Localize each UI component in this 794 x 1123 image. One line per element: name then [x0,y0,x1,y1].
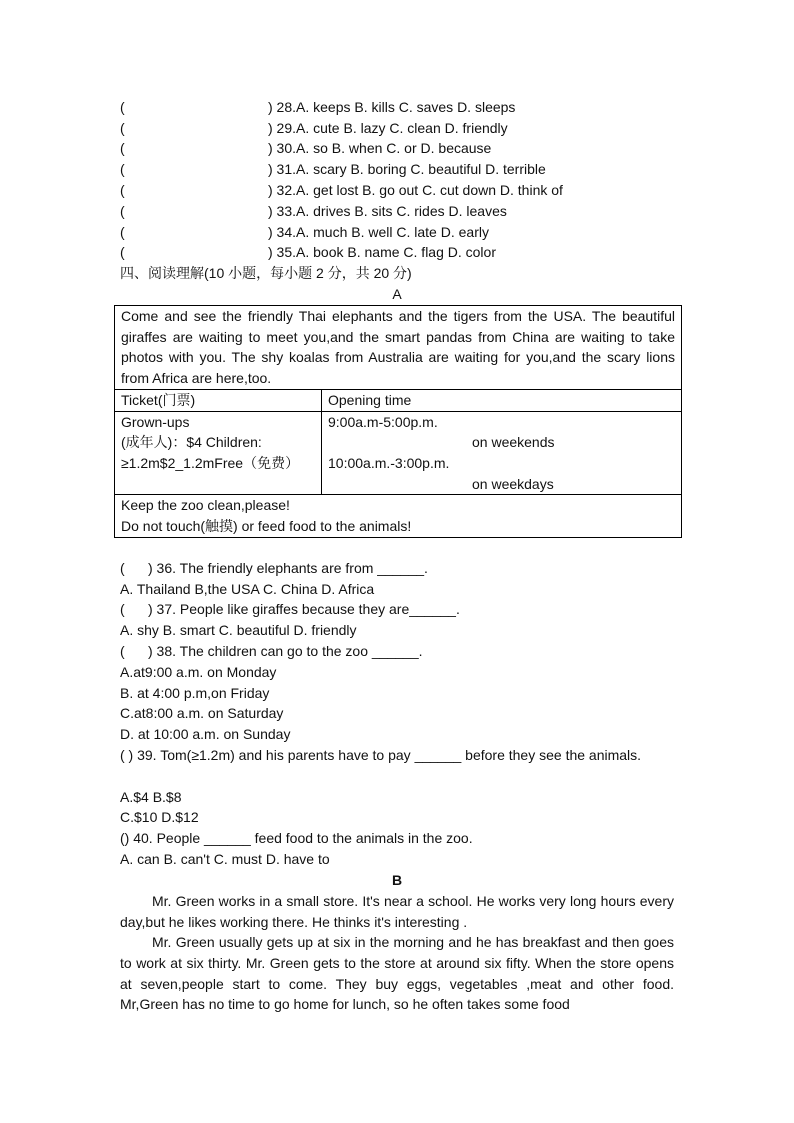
time-line: 10:00a.m.-3:00p.m. [328,454,450,471]
table-row [115,495,682,537]
cloze-item-29 [120,118,508,138]
cloze-item-34 [120,222,489,242]
ticket-line: Grown-ups [121,413,190,430]
answer-paren: ( [120,140,125,156]
cloze-item-text: ) 30.A. so B. when C. or D. because [268,140,492,156]
answer-paren: ( [120,203,125,219]
opening-header: Opening time [322,389,682,411]
cloze-item-text: ) 35.A. book B. name C. flag D. color [268,244,496,260]
passage-b-label: B [391,872,403,888]
question-38-option-b: B. at 4:00 p.m,on Friday [120,685,270,701]
cloze-item-31 [120,159,546,179]
cloze-item-32 [120,180,563,200]
question-39-options-ab: A.$4 B.$8 [120,789,182,805]
answer-paren: ( [120,244,125,260]
passage-b-paragraph-1: Mr. Green works in a small store. It's near a school. He works very long hours every day,but he likes working there. He thinks it's interesting . [120,893,674,930]
opening-time-cell [322,411,682,495]
question-40-options: A. can B. can't C. must D. have to [120,851,330,867]
cloze-item-text: ) 29.A. cute B. lazy C. clean D. friendly [268,120,508,136]
section-heading: 四、阅读理解(10 小题，每小题 2 分，共 20 分) [120,265,412,281]
time-line: on weekends [472,434,555,451]
question-36-options: A. Thailand B,the USA C. China D. Africa [120,581,375,597]
question-39-options-cd: C.$10 D.$12 [120,809,199,825]
answer-paren: ( [120,182,125,198]
ticket-line: (成年人)：$4 Children: [121,434,262,451]
cloze-item-text: ) 32.A. get lost B. go out C. cut down D. think of [268,182,563,198]
cloze-item-30 [120,138,492,158]
question-36: ( ) 36. The friendly elephants are from ______. [120,560,428,576]
answer-paren: ( [120,120,125,136]
ticket-header: Ticket(门票) [115,389,322,411]
cloze-item-33 [120,201,507,221]
cloze-item-text: ) 28.A. keeps B. kills C. saves D. sleeps [268,99,516,115]
cloze-item-28 [120,97,516,117]
time-line: on weekdays [472,475,554,492]
zoo-intro-cell [115,306,682,390]
answer-paren: ( [120,224,125,240]
table-row [115,411,682,495]
question-38: ( ) 38. The children can go to the zoo ______. [120,643,423,659]
answer-paren: ( [120,161,125,177]
question-40: () 40. People ______ feed food to the animals in the zoo. [120,830,473,846]
ticket-line: ≥1.2m$2_1.2mFree（免费） [121,454,300,471]
notice-line: Do not touch(触摸) or feed food to the animals! [121,518,412,535]
zoo-notice-cell [115,495,682,537]
cloze-item-text: ) 34.A. much B. well C. late D. early [268,224,489,240]
cloze-item-text: ) 31.A. scary B. boring C. beautiful D. terrible [268,161,546,177]
table-row [115,306,682,390]
passage-b-paragraph-2: Mr. Green usually gets up at six in the morning and he has breakfast and then goes to work at six thirty. Mr. Green gets to the store at around six fifty. When the store opens at seven,people start to come. They buy eggs, vegetables ,meat and other food. Mr,Green has no time to go home for lunch, so he often takes some food [120,934,674,1013]
passage-a-label: A [392,286,402,302]
zoo-info-table [114,305,682,538]
notice-line: Keep the zoo clean,please! [121,497,290,514]
question-38-option-a: A.at9:00 a.m. on Monday [120,664,277,680]
question-39: ( ) 39. Tom(≥1.2m) and his parents have to pay ______ before they see the animals. [120,747,642,763]
question-38-option-d: D. at 10:00 a.m. on Sunday [120,726,291,742]
question-37-options: A. shy B. smart C. beautiful D. friendly [120,622,357,638]
question-38-option-c: C.at8:00 a.m. on Saturday [120,705,284,721]
time-line: 9:00a.m-5:00p.m. [328,413,438,430]
ticket-prices-cell [115,411,322,495]
table-row [115,389,682,411]
zoo-intro-text: Come and see the friendly Thai elephants and the tigers from the USA. The beautiful giraffes are waiting to meet you,and the smart pandas from China are waiting to take photos with you. The shy koalas from Australia are waiting for you,and the scary lions from Africa are here,too. [121,308,675,387]
cloze-item-text: ) 33.A. drives B. sits C. rides D. leaves [268,203,507,219]
question-37: ( ) 37. People like giraffes because they are______. [120,601,460,617]
answer-paren: ( [120,99,125,115]
cloze-item-35 [120,242,496,262]
